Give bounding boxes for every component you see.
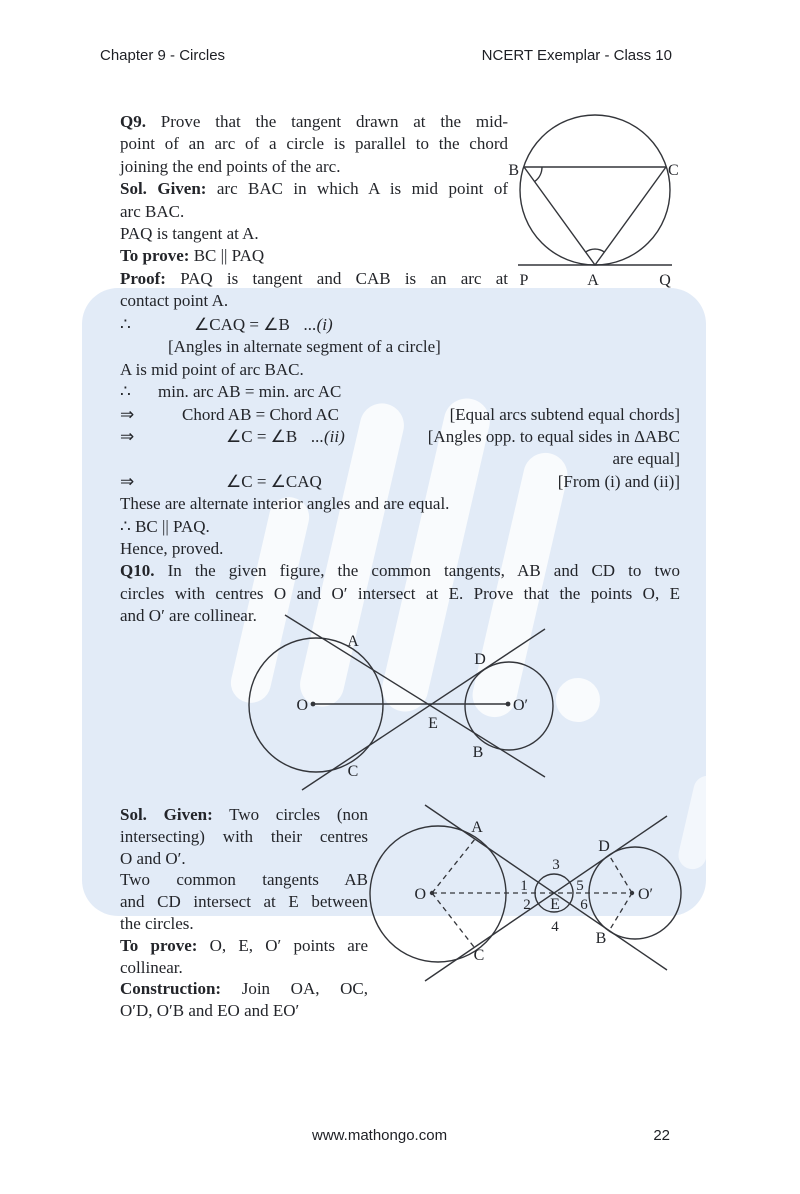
equation: min. arc AB = min. arc AC xyxy=(158,382,342,402)
proof-row xyxy=(120,314,680,336)
text-line: To prove: BC || PAQ xyxy=(120,246,265,266)
text-line: the circles. xyxy=(120,913,194,933)
therefore-symbol: ∴ xyxy=(120,315,131,334)
therefore-symbol: ∴ xyxy=(120,382,131,402)
equation: ∠CAQ = ∠B xyxy=(194,315,290,334)
text-line: arc BAC. xyxy=(120,201,185,221)
label-C: C xyxy=(347,763,359,780)
q9-proof-block xyxy=(120,314,680,628)
text-line: Construction: Join OA, OC, xyxy=(120,979,368,999)
proof-row: These are alternate interior angles and are equal. xyxy=(120,494,450,514)
text-line: PAQ is tangent at A. xyxy=(120,224,259,244)
proof-row xyxy=(120,426,680,448)
text-line: Two common tangents AB xyxy=(120,870,368,890)
tangent-CD xyxy=(425,816,667,981)
angle-label-1: 1 xyxy=(520,878,528,894)
proof-reason: [Angles in alternate segment of a circle] xyxy=(168,337,441,357)
angle-label-6: 6 xyxy=(580,897,588,913)
tangent-AB xyxy=(425,805,667,970)
header-chapter: Chapter 9 - Circles xyxy=(100,47,226,64)
circle-O-prime xyxy=(589,847,681,939)
footer-page-number: 22 xyxy=(653,1127,670,1144)
side-ca xyxy=(595,167,666,265)
angle-label-3: 3 xyxy=(552,857,560,873)
q10-question-line: and O′ are collinear. xyxy=(120,606,257,626)
text-line: contact point A. xyxy=(120,291,229,311)
label-A: A xyxy=(471,819,483,836)
q10-question-line: Q10. In the given figure, the common tangents, AB and CD to two xyxy=(120,561,680,581)
angle-arc-a xyxy=(586,249,605,252)
circle-O xyxy=(249,638,383,772)
text-line: O and O′. xyxy=(120,848,186,868)
label-B: B xyxy=(595,930,607,947)
text-line: Proof: PAQ is tangent and CAB is an arc at xyxy=(120,268,508,288)
q10-question-line: circles with centres O and O′ intersect at E. Prove that the points O, E xyxy=(120,583,680,603)
label-E: E xyxy=(428,715,438,732)
text-line: Q9. Prove that the tangent drawn at the mid- xyxy=(120,112,508,131)
text-line: Sol. Given: Two circles (non xyxy=(120,805,368,824)
angle-label-2: 2 xyxy=(523,897,531,913)
equation-ref: ...(i) xyxy=(303,315,333,334)
proof-row: ∴ BC || PAQ. xyxy=(120,516,210,536)
angle-arc-b xyxy=(535,167,542,182)
label-D: D xyxy=(598,838,610,855)
proof-row xyxy=(120,404,680,426)
label-O-prime: O′ xyxy=(513,697,529,714)
proof-reason: [Angles opp. to equal sides in ΔABC xyxy=(427,427,680,447)
dashed-radius-OA xyxy=(432,839,475,893)
label-O-prime: O′ xyxy=(638,886,654,903)
q10-solution-block xyxy=(120,804,368,1022)
side-ba xyxy=(524,167,595,265)
equation-ref: ...(ii) xyxy=(311,427,345,447)
label-E: E xyxy=(550,896,560,913)
text-line: point of an arc of a circle is parallel to the chord xyxy=(120,134,508,154)
implies-symbol: ⇒ xyxy=(120,471,135,491)
text-line: joining the end points of the arc. xyxy=(120,156,341,176)
text-line: O′D, O′B and EO and EO′ xyxy=(120,1001,300,1021)
q9-question-block xyxy=(120,111,508,313)
label-O: O xyxy=(296,697,308,714)
center-dot-O xyxy=(311,702,316,707)
equation: Chord AB = Chord AC xyxy=(182,404,339,424)
proof-reason: [From (i) and (ii)] xyxy=(557,471,680,491)
label-C: C xyxy=(473,947,485,964)
label-D: D xyxy=(474,651,486,668)
label-A: A xyxy=(347,633,359,650)
header-book: NCERT Exemplar - Class 10 xyxy=(481,47,672,64)
figure-q9 xyxy=(505,103,697,295)
proof-row xyxy=(120,471,680,493)
footer-site: www.mathongo.com xyxy=(312,1127,448,1144)
proof-row xyxy=(120,381,680,403)
label-C: C xyxy=(668,162,679,179)
equation: ∠C = ∠CAQ xyxy=(226,471,322,491)
proof-reason: are equal] xyxy=(612,449,680,469)
implies-symbol: ⇒ xyxy=(120,427,135,447)
center-dot-O-prime xyxy=(506,702,511,707)
dashed-radius-OC xyxy=(432,893,474,947)
equation: ∠C = ∠B xyxy=(226,427,298,447)
implies-symbol: ⇒ xyxy=(120,404,135,424)
label-B: B xyxy=(472,744,484,761)
label-P: P xyxy=(519,272,529,289)
text-line: intersecting) with their centres xyxy=(120,826,368,846)
angle-label-4: 4 xyxy=(551,919,559,935)
text-line: collinear. xyxy=(120,957,183,977)
label-B: B xyxy=(508,162,519,179)
proof-row: Hence, proved. xyxy=(120,539,224,559)
label-O: O xyxy=(414,886,426,903)
dashed-radius-OprimeD xyxy=(609,855,632,893)
proof-reason: [Equal arcs subtend equal chords] xyxy=(449,404,680,424)
dashed-radius-OprimeB xyxy=(609,893,632,931)
text-line: and CD intersect at E between xyxy=(120,892,368,912)
label-Q: Q xyxy=(659,272,671,289)
circle xyxy=(520,115,670,265)
figure-q10-construction xyxy=(368,758,780,1016)
proof-row: A is mid point of arc BAC. xyxy=(120,359,304,379)
text-line: Sol. Given: arc BAC in which A is mid point of xyxy=(120,179,508,199)
tangent-AB xyxy=(285,615,545,777)
angle-label-5: 5 xyxy=(576,878,584,894)
text-line: To prove: O, E, O′ points are xyxy=(120,935,368,955)
label-A: A xyxy=(587,272,599,289)
